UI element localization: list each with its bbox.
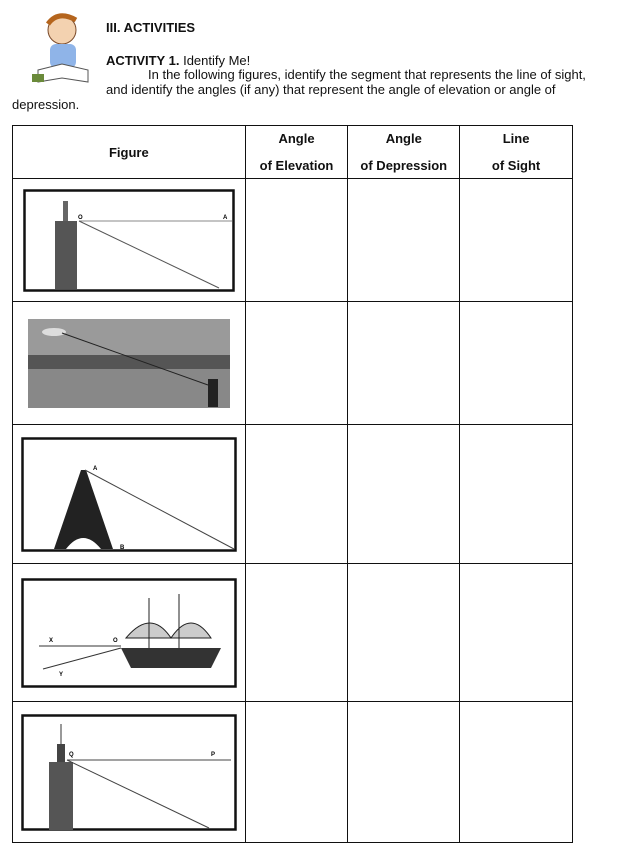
table-row (13, 179, 573, 302)
instructions-line: In the following figures, identify the segment that represents the line of sight, (148, 67, 586, 82)
svg-text:X: X (48, 637, 53, 644)
figure-cell (13, 179, 246, 302)
header-figure: Figure (13, 126, 246, 179)
svg-text:P: P (210, 751, 215, 758)
header-depression: Angle of Depression (348, 126, 460, 179)
figure-taipei-tower (23, 189, 235, 292)
answer-elevation[interactable] (245, 302, 348, 425)
instructions-line: and identify the angles (if any) that represent the angle of elevation or angle of (106, 82, 556, 97)
answer-depression[interactable] (348, 564, 460, 702)
figure-cell (13, 302, 246, 425)
table-row (13, 564, 573, 702)
svg-text:Q: Q (68, 751, 74, 758)
answer-elevation[interactable] (245, 179, 348, 302)
answer-elevation[interactable] (245, 702, 348, 843)
table-row (13, 425, 573, 564)
svg-text:O: O (77, 214, 83, 221)
instructions-line: depression. (12, 97, 80, 112)
svg-text:B: B (119, 544, 125, 551)
answer-elevation[interactable] (245, 564, 348, 702)
figure-cell (13, 564, 246, 702)
answer-line-of-sight[interactable] (460, 425, 573, 564)
svg-text:A: A (92, 465, 98, 472)
answer-line-of-sight[interactable] (460, 179, 573, 302)
answer-depression[interactable] (348, 179, 460, 302)
header-line-of-sight: Line of Sight (460, 126, 573, 179)
answer-depression[interactable] (348, 702, 460, 843)
figure-cell (13, 702, 246, 843)
figure-cell (13, 425, 246, 564)
table-row (13, 302, 573, 425)
table-row (13, 702, 573, 843)
answer-line-of-sight[interactable] (460, 302, 573, 425)
activity-label: ACTIVITY 1. (106, 53, 180, 68)
activity-table (12, 125, 573, 843)
answer-line-of-sight[interactable] (460, 564, 573, 702)
svg-text:O: O (112, 637, 118, 644)
figure-empire-state (21, 714, 237, 831)
figure-eiffel-tower (21, 437, 237, 552)
activity-name: Identify Me! (183, 53, 251, 68)
header-elevation: Angle of Elevation (245, 126, 348, 179)
figure-plane-beach (28, 319, 230, 408)
answer-elevation[interactable] (245, 425, 348, 564)
svg-text:A: A (222, 214, 228, 221)
answer-depression[interactable] (348, 425, 460, 564)
activity-title (106, 53, 250, 68)
answer-depression[interactable] (348, 302, 460, 425)
svg-text:Y: Y (58, 671, 63, 678)
section-heading: III. ACTIVITIES (106, 20, 196, 35)
answer-line-of-sight[interactable] (460, 702, 573, 843)
figure-ship (21, 578, 237, 688)
instructions (12, 67, 592, 112)
table-header (13, 126, 573, 179)
